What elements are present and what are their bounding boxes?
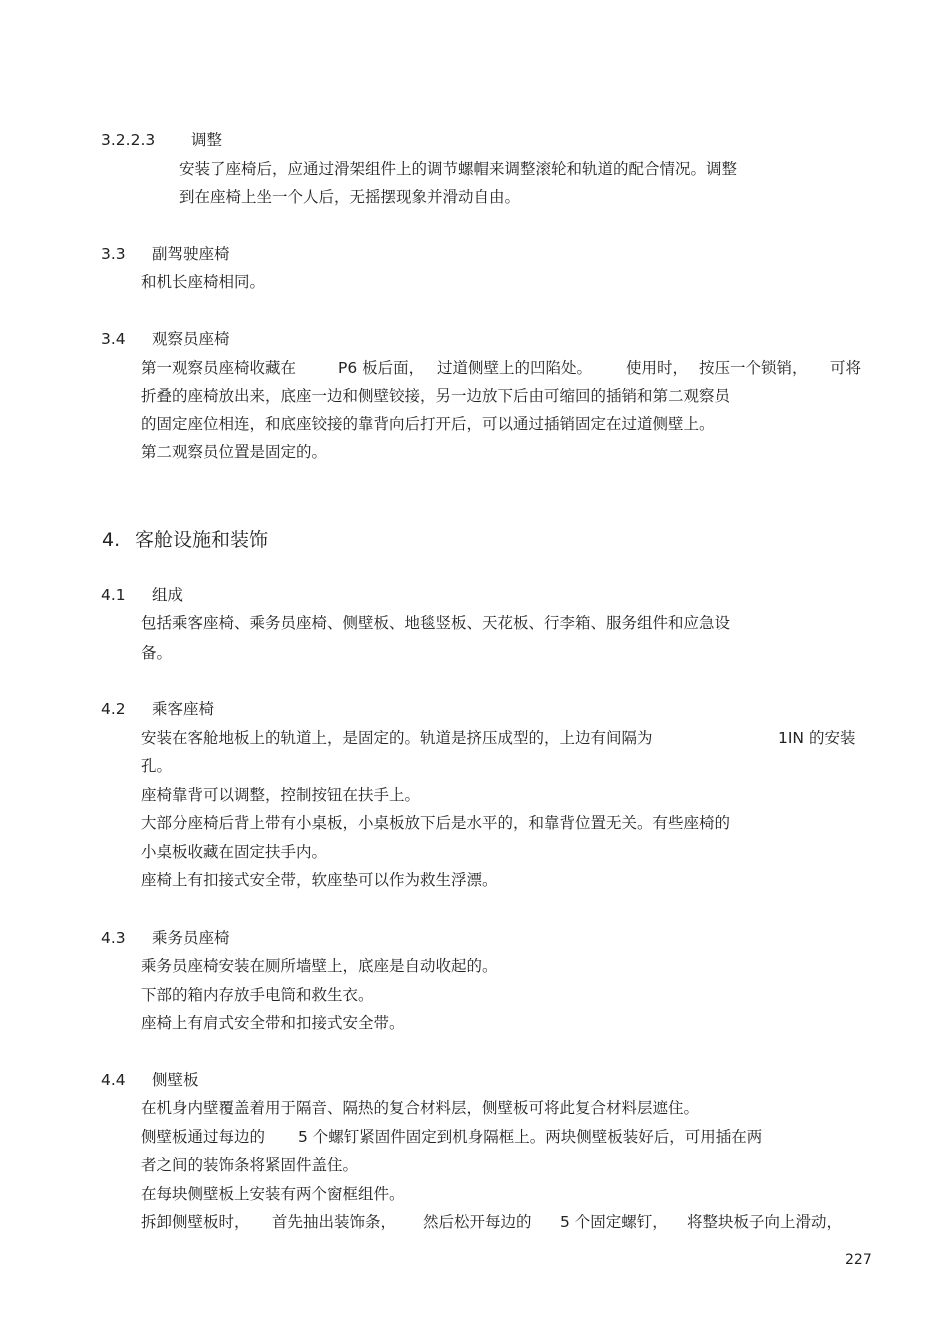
- chapter-title: 客舱设施和装饰: [135, 529, 269, 551]
- paragraph-fragment: 然后松开每边的: [423, 1213, 532, 1231]
- paragraph-fragment: 将整块板子向上滑动，: [687, 1213, 843, 1231]
- paragraph-line: 者之间的装饰条将紧固件盖住。: [141, 1156, 359, 1174]
- section-title: 观察员座椅: [152, 330, 230, 348]
- paragraph-line: 包括乘客座椅、乘务员座椅、侧壁板、地毯竖板、天花板、行李箱、服务组件和应急设: [141, 614, 731, 632]
- paragraph-line: 大部分座椅后背上带有小桌板，小桌板放下后是水平的，和靠背位置无关。有些座椅的: [141, 814, 731, 832]
- section-title: 侧壁板: [152, 1071, 199, 1089]
- paragraph-line: 座椅靠背可以调整，控制按钮在扶手上。: [141, 786, 421, 804]
- section-title: 组成: [152, 586, 184, 604]
- section-number: 3.2.2.3: [101, 131, 156, 149]
- paragraph-fragment: P6 板后面，: [338, 359, 425, 377]
- page-number: 227: [845, 1252, 872, 1268]
- paragraph-line: 小桌板收藏在固定扶手内。: [141, 843, 328, 861]
- paragraph-fragment: 5 个固定螺钉，: [560, 1213, 668, 1231]
- paragraph-fragment: 1IN 的安装: [778, 729, 856, 747]
- section-number: 3.3: [101, 245, 126, 263]
- section-title: 调整: [191, 131, 223, 149]
- paragraph-fragment: 使用时，: [626, 359, 689, 377]
- paragraph-line: 在每块侧壁板上安装有两个窗框组件。: [141, 1185, 405, 1203]
- paragraph-fragment: 拆卸侧壁板时，: [141, 1213, 250, 1231]
- paragraph-line: 安装了座椅后，应通过滑架组件上的调节螺帽来调整滚轮和轨道的配合情况。调整: [179, 160, 738, 178]
- paragraph-line: 折叠的座椅放出来，底座一边和侧壁铰接，另一边放下后由可缩回的插销和第二观察员: [141, 387, 731, 405]
- paragraph-line: 孔。: [141, 757, 173, 775]
- paragraph-line: 到在座椅上坐一个人后，无摇摆现象并滑动自由。: [179, 188, 521, 206]
- paragraph-fragment: 侧壁板通过每边的: [141, 1128, 266, 1146]
- paragraph-line: 座椅上有肩式安全带和扣接式安全带。: [141, 1014, 405, 1032]
- paragraph-line: 在机身内壁覆盖着用于隔音、隔热的复合材料层，侧壁板可将此复合材料层遮住。: [141, 1099, 700, 1117]
- section-number: 4.4: [101, 1071, 126, 1089]
- paragraph-line: 和机长座椅相同。: [141, 273, 266, 291]
- section-number: 4.1: [101, 586, 126, 604]
- paragraph-line: 乘务员座椅安装在厕所墙壁上，底座是自动收起的。: [141, 957, 498, 975]
- paragraph-fragment: 安装在客舱地板上的轨道上，是固定的。轨道是挤压成型的，上边有间隔为: [141, 729, 653, 747]
- paragraph-line: 第二观察员位置是固定的。: [141, 443, 328, 461]
- section-number: 3.4: [101, 330, 126, 348]
- paragraph-fragment: 5 个螺钉紧固件固定到机身隔框上。两块侧壁板装好后，可用插在两: [298, 1128, 763, 1146]
- section-title: 副驾驶座椅: [152, 245, 230, 263]
- section-number: 4.3: [101, 929, 126, 947]
- paragraph-fragment: 可将: [830, 359, 862, 377]
- paragraph-line: 的固定座位相连，和底座铰接的靠背向后打开后，可以通过插销固定在过道侧壁上。: [141, 415, 715, 433]
- section-title: 乘客座椅: [152, 700, 215, 718]
- paragraph-line: 座椅上有扣接式安全带，软座垫可以作为救生浮漂。: [141, 871, 498, 889]
- paragraph-fragment: 首先抽出装饰条，: [272, 1213, 397, 1231]
- paragraph-line: 备。: [141, 644, 173, 662]
- paragraph-fragment: 过道侧壁上的凹陷处。: [437, 359, 593, 377]
- section-number: 4.2: [101, 700, 126, 718]
- section-title: 乘务员座椅: [152, 929, 230, 947]
- paragraph-fragment: 按压一个锁销，: [699, 359, 808, 377]
- paragraph-fragment: 第一观察员座椅收藏在: [141, 359, 297, 377]
- chapter-number: 4.: [102, 529, 121, 551]
- paragraph-line: 下部的箱内存放手电筒和救生衣。: [141, 986, 374, 1004]
